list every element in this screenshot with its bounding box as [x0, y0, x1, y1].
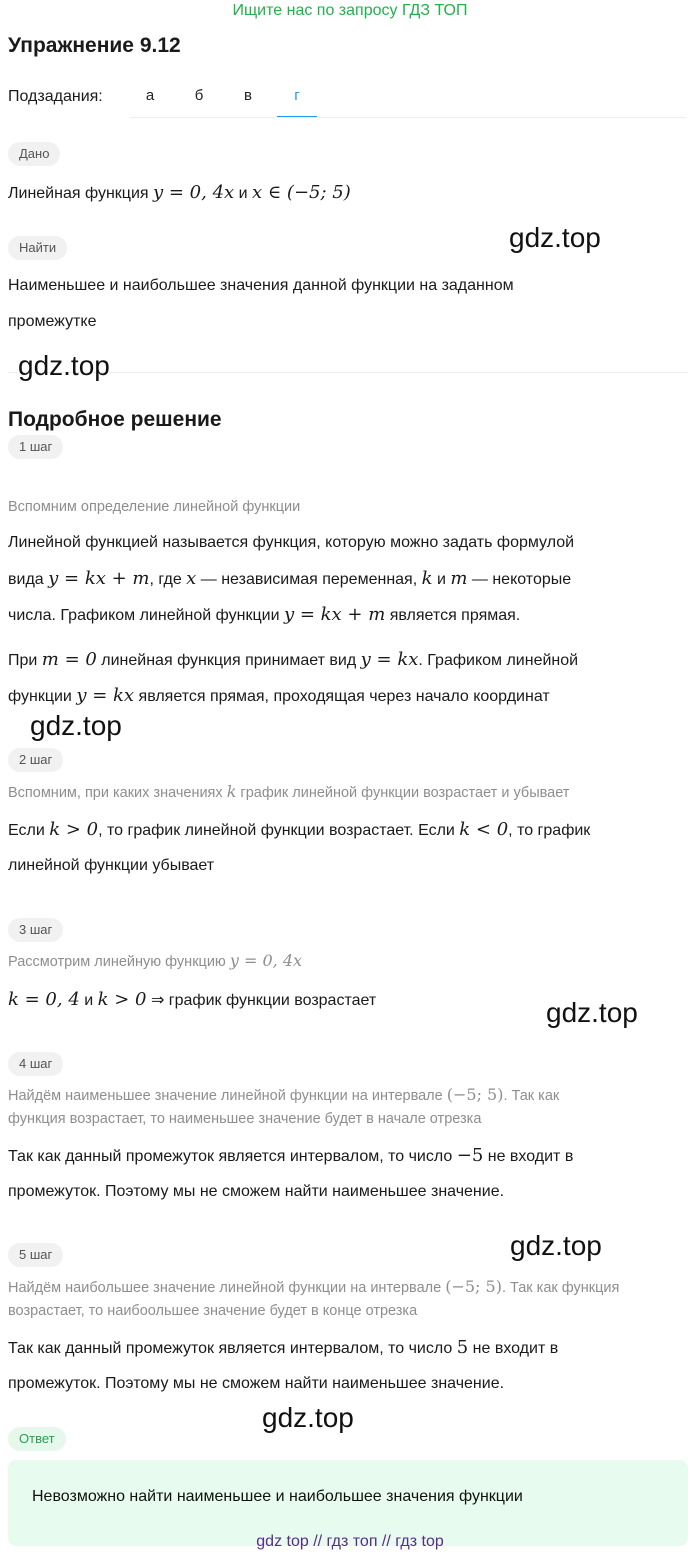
- step-2-line-1: Если k > 0, то график линейной функции возрастает. Если k < 0, то график: [8, 819, 591, 840]
- answer-text: Невозможно найти наименьшее и наибольшее значения функции: [32, 1488, 523, 1505]
- step-5-pill: 5 шаг: [8, 1243, 63, 1267]
- step-5-hint-2: возрастает, то наибоольшее значение будет в конце отрезка: [8, 1303, 418, 1319]
- section-divider: [8, 372, 688, 373]
- step-1-p1c: числа. Графиком линейной функции y = kx + m является прямая.: [8, 604, 521, 625]
- tab-b[interactable]: б: [194, 87, 204, 104]
- given-pill: Дано: [8, 142, 60, 166]
- watermark: gdz.top: [262, 1402, 354, 1433]
- watermark: gdz.top: [18, 350, 110, 381]
- step-4-pill: 4 шаг: [8, 1052, 63, 1076]
- step-1-pill: 1 шаг: [8, 435, 63, 459]
- step-1-hint: Вспомним определение линейной функции: [8, 499, 301, 515]
- watermark: gdz.top: [546, 997, 638, 1028]
- step-4-hint-2: функция возрастает, то наименьшее значение будет в начале отрезка: [8, 1111, 482, 1127]
- step-2-hint: Вспомним, при каких значениях k график линейной функции возрастает и убывает: [8, 782, 570, 801]
- tab-v[interactable]: в: [244, 87, 252, 104]
- watermark: gdz.top: [510, 1230, 602, 1261]
- step-3-pill: 3 шаг: [8, 918, 63, 942]
- answer-pill: Ответ: [8, 1427, 66, 1451]
- step-1-p1b: вида y = kx + m, где x — независимая переменная, k и m — некоторые: [8, 568, 572, 589]
- solution-title: Подробное решение: [8, 408, 222, 431]
- step-5-hint-1: Найдём наибольшее значение линейной функции на интервале (−5; 5). Так как функция: [8, 1277, 620, 1296]
- tabs-divider: [130, 117, 686, 118]
- step-4-line-1: Так как данный промежуток является интервалом, то число −5 не входит в: [8, 1145, 574, 1166]
- step-3-hint: Рассмотрим линейную функцию y = 0, 4x: [8, 951, 303, 970]
- given-text: Линейная функция y = 0, 4x и x ∈ (−5; 5): [8, 182, 351, 203]
- tab-a[interactable]: а: [145, 87, 155, 104]
- step-4-line-2: промежуток. Поэтому мы не сможем найти наименьшее значение.: [8, 1183, 505, 1200]
- find-pill: Найти: [8, 236, 67, 260]
- watermark: gdz.top: [509, 222, 601, 253]
- subtasks-label: Подзадания:: [8, 88, 103, 105]
- step-1-p2a: При m = 0 линейная функция принимает вид y = kx. Графиком линейной: [8, 649, 579, 670]
- watermark: gdz.top: [30, 710, 122, 741]
- step-2-pill: 2 шаг: [8, 748, 63, 772]
- tab-g[interactable]: г: [277, 80, 317, 118]
- step-2-line-2: линейной функции убывает: [8, 857, 215, 874]
- step-1-p2b: функции y = kx является прямая, проходящая через начало координат: [8, 685, 550, 706]
- step-3-line-1: k = 0, 4 и k > 0 ⇒ график функции возрастает: [8, 989, 377, 1010]
- footer-links: gdz top // гдз топ // гдз top: [256, 1533, 444, 1550]
- step-5-line-2: промежуток. Поэтому мы не сможем найти наименьшее значение.: [8, 1375, 505, 1392]
- find-line-1: Наименьшее и наибольшее значения данной функции на заданном: [8, 277, 514, 294]
- find-line-2: промежутке: [8, 313, 97, 330]
- top-banner: Ищите нас по запросу ГДЗ ТОП: [232, 2, 468, 19]
- step-4-hint-1: Найдём наименьшее значение линейной функции на интервале (−5; 5). Так как: [8, 1085, 560, 1104]
- step-5-line-1: Так как данный промежуток является интервалом, то число 5 не входит в: [8, 1337, 559, 1358]
- page-title: Упражнение 9.12: [8, 34, 181, 57]
- step-1-p1a: Линейной функцией называется функция, которую можно задать формулой: [8, 534, 575, 551]
